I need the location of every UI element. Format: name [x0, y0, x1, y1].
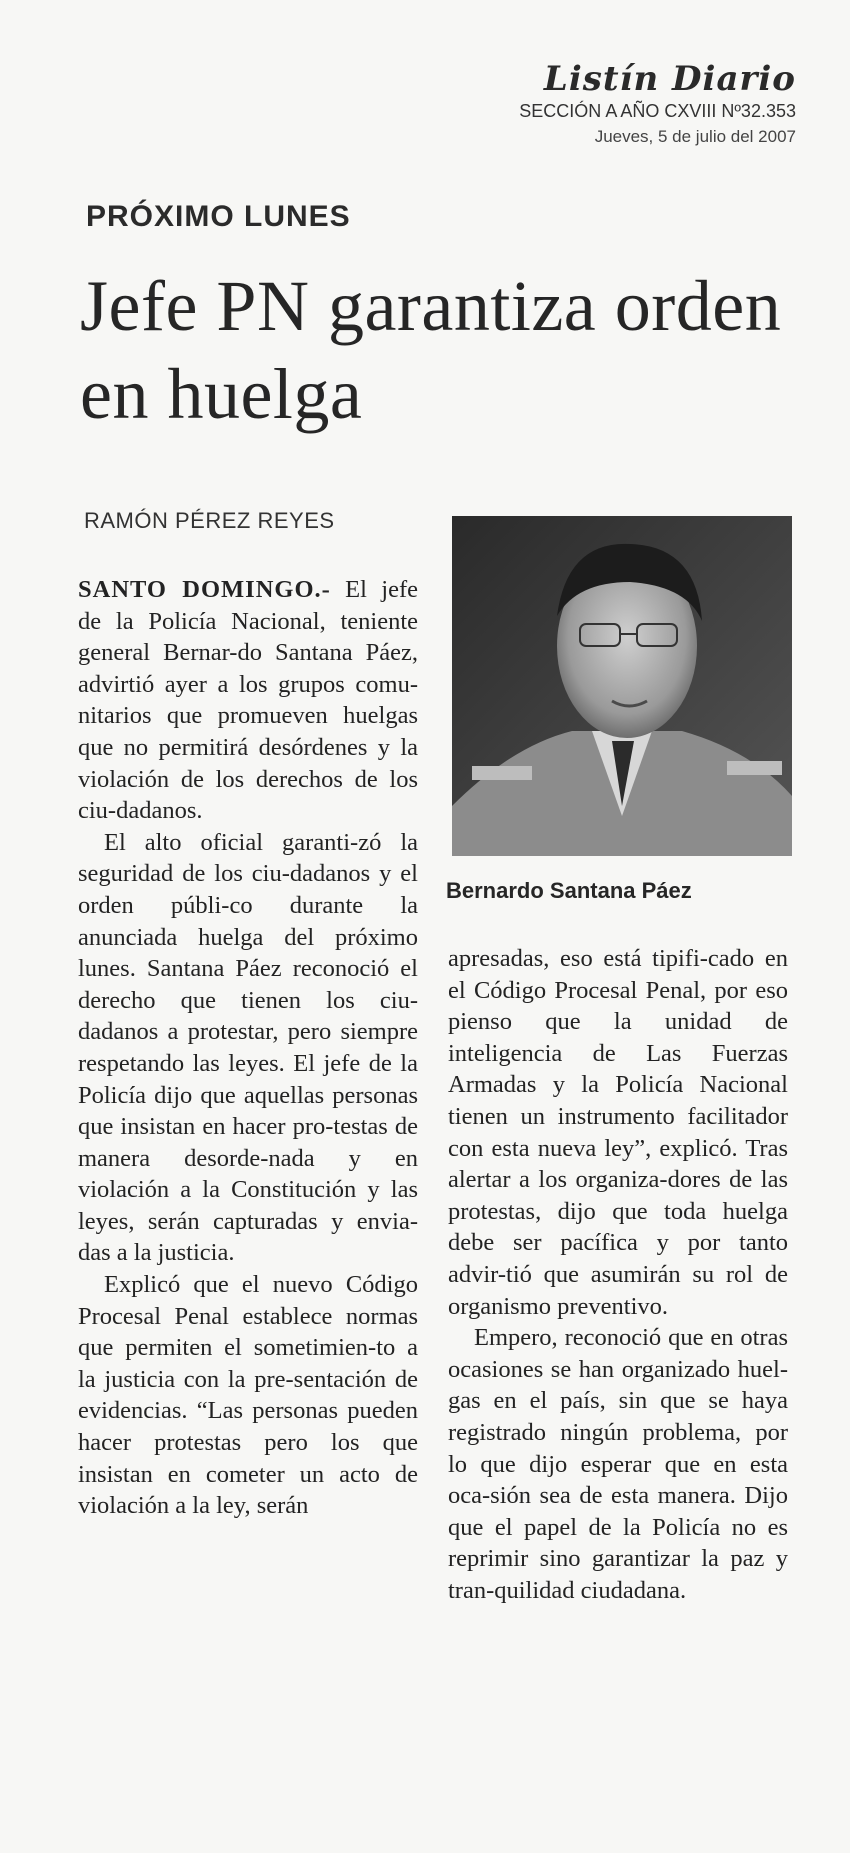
newspaper-logo: Listín Diario — [543, 59, 796, 99]
paragraph: Empero, reconoció que en otras ocasiones se han organizado huel-gas en el país, sin que se haya registrado ningún problema, por lo que dijo esperar que en esta oca-sión sea de esta manera. Dijo que el papel de la Policía no es reprimir sino garantizar la paz y tran-quilidad ciudadana. — [448, 1324, 788, 1604]
masthead — [456, 60, 796, 150]
paragraph: Explicó que el nuevo Código Procesal Penal establece normas que permiten el sometimien-to a la justicia con la pre-sentación de evidencias. “Las personas pueden hacer protestas pero los que insistan en cometer un acto de violación a la ley, serán — [78, 1271, 418, 1520]
section-line: SECCIÓN A AÑO CXVIII Nº32.353 — [519, 101, 796, 121]
byline: RAMÓN PÉREZ REYES — [84, 508, 335, 533]
body-column-right — [448, 943, 788, 1606]
headline: Jefe PN garantiza orden en huelga — [80, 266, 782, 434]
paragraph: El alto oficial garanti-zó la seguridad de los ciu-dadanos y el orden públi-co durante la anunciada huelga del próximo lunes. Santana Páez reconoció el derecho que tienen los ciu-dadanos a protestar, pero siempre respetando las leyes. El jefe de la Policía dijo que aquellas personas que insistan en hacer pro-testas de manera desorde-nada y en violación a la Constitución y las leyes, serán capturadas y envia-das a la justicia. — [78, 828, 418, 1267]
publication-date: Jueves, 5 de julio del 2007 — [594, 127, 796, 146]
body-column-left — [78, 574, 418, 1522]
paragraph: apresadas, eso está tipifi-cado en el Código Procesal Penal, por eso pienso que la unidad de inteligencia de Las Fuerzas Armadas y la Policía Nacional tienen un instrumento facilitador con esta nueva ley”, explicó. Tras alertar a los organiza-dores de las protestas, dijo que toda huelga debe ser pacífica y por tanto advir-tió que asumirán su rol de organismo preventivo. — [448, 945, 788, 1320]
portrait-photo — [452, 516, 792, 856]
paragraph — [78, 574, 418, 827]
photo-caption: Bernardo Santana Páez — [446, 878, 692, 903]
portrait-illustration — [452, 516, 792, 856]
paragraph-text: El jefe de la Policía Nacional, teniente general Bernar-do Santana Páez, advirtió ayer a los grupos comu-nitarios que promueven huelgas que no permitirá desórdenes y la violación de los derechos de los ciu-dadanos. — [78, 576, 418, 825]
kicker: PRÓXIMO LUNES — [86, 200, 351, 233]
dateline: SANTO DOMINGO.- — [78, 576, 331, 603]
